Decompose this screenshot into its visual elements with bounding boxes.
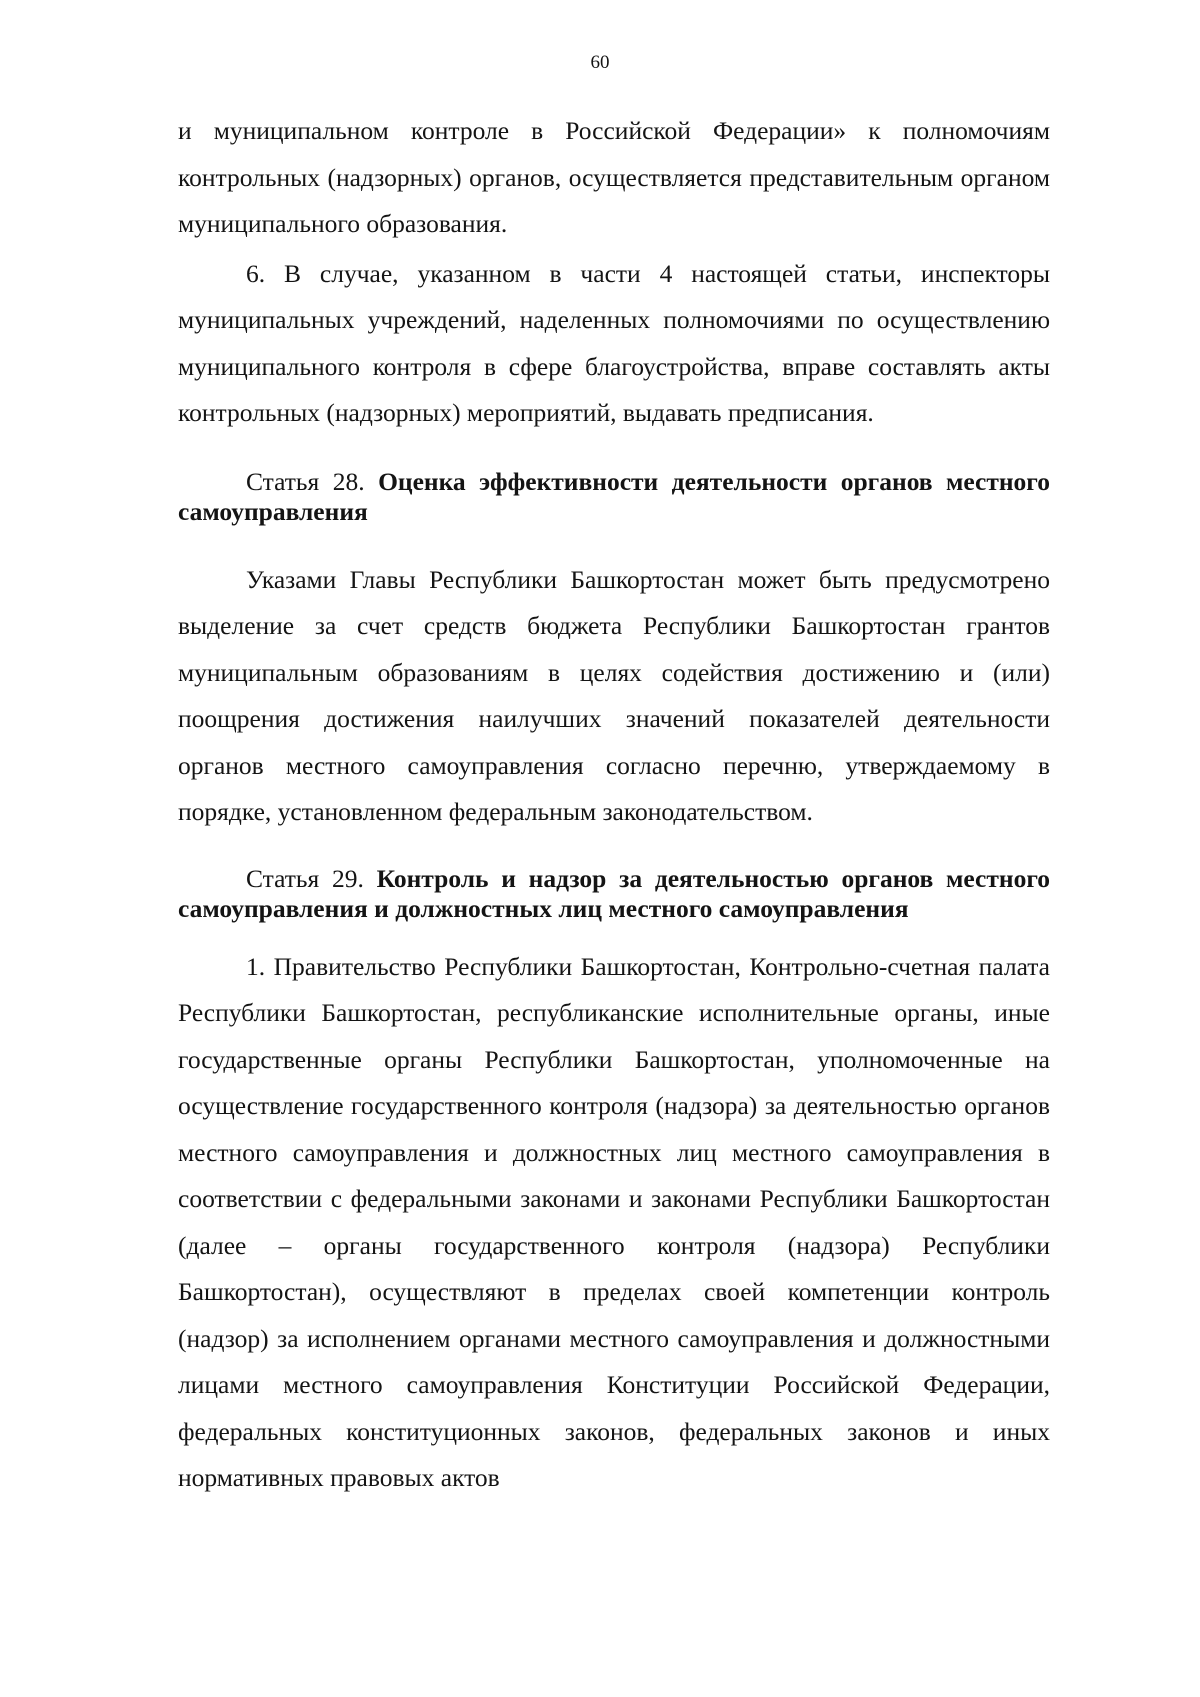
page-number: 60 [590,52,610,73]
article-29-heading [178,864,1050,924]
article-28-heading [178,467,1050,527]
document-body [178,108,1050,1502]
article-28-text: Указами Главы Республики Башкортостан может быть предусмотрено выделение за счет средств бюджета Республики Башкортостан грантов муниципальным образованиям в целях содействия достижению и (или) поощрения достижения наилучших значений показателей деятельности органов местного самоуправления согласно перечню, утверждаемому в порядке, установленном федеральным законодательством. [178,564,1050,826]
article-29-item-1: 1. Правительство Республики Башкортостан, Контрольно-счетная палата Республики Башкортостан, республиканские исполнительные органы, иные государственные органы Республики Башкортостан, уполномоченные на осуществление государственного контроля (надзора) за деятельностью органов местного самоуправления и должностных лиц местного самоуправления в соответствии с федеральными законами и законами Республики Башкортостан (далее – органы государственного контроля (надзора) Республики Башкортостан), осуществляют в пределах своей компетенции контроль (надзор) за исполнением органами местного самоуправления и должностными лицами местного самоуправления Конституции Российской Федерации, федеральных конституционных законов, федеральных законов и иных нормативных правовых актов [178,951,1050,1492]
article-29-label: Статья 29. [246,863,364,893]
article-28-label: Статья 28. [246,466,365,496]
paragraph-item-6: 6. В случае, указанном в части 4 настоящей статьи, инспекторы муниципальных учреждений, наделенных полномочиями по осуществлению муниципального контроля в сфере благоустройства, вправе составлять акты контрольных (надзорных) мероприятий, выдавать предписания. [178,258,1050,427]
article-29-title: Контроль и надзор за деятельностью органов местного самоуправления и должностных лиц местного самоуправления [178,863,1051,923]
article-28-title: Оценка эффективности деятельности органов местного самоуправления [178,466,1050,526]
paragraph-continuation: и муниципальном контроле в Российской Федерации» к полномочиям контрольных (надзорных) органов, осуществляется представительным органом муниципального образования. [178,116,1050,238]
